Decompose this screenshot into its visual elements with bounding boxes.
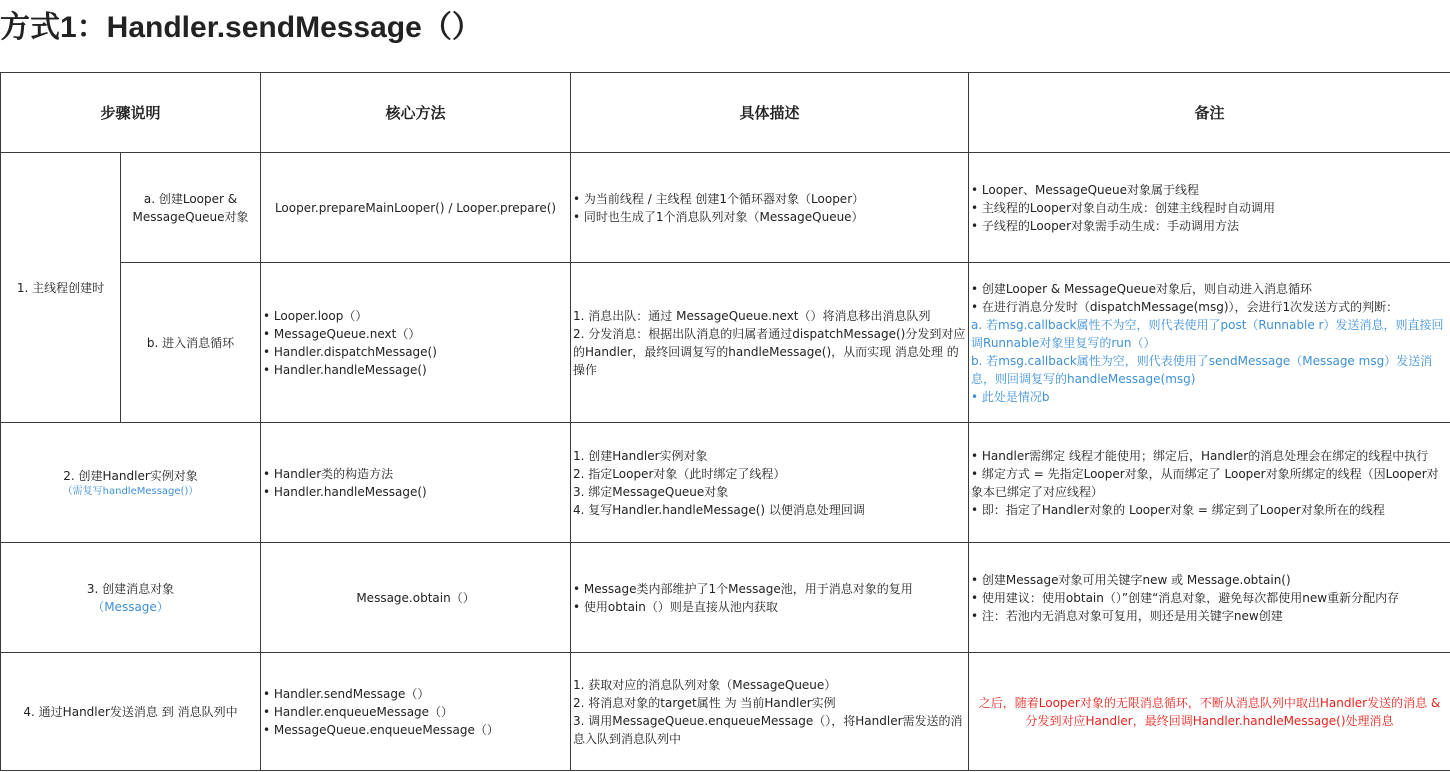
desc-4-line: 1. 获取对应的消息队列对象（MessageQueue） <box>573 677 837 692</box>
header-notes: 备注 <box>969 73 1450 153</box>
step-3-cell <box>1 543 261 653</box>
table-row <box>1 653 1450 771</box>
notes-2-line: • 即：指定了Handler对象的 Looper对象 = 绑定到了Looper对象所在的线程 <box>971 502 1385 517</box>
page-title: 方式1：Handler.sendMessage（） <box>0 11 482 44</box>
notes-2-cell <box>969 423 1450 543</box>
notes-1b-case-b: b. 若msg.callback属性为空，则代表使用了sendMessage（Message msg）发送消息，则回调复写的handleMessage(msg) <box>971 353 1433 386</box>
table-header-row <box>1 73 1450 153</box>
notes-1b-case-a: a. 若msg.callback属性不为空，则代表使用了post（Runnable r）发送消息，则直接回调Runnable对象里复写的run（） <box>971 317 1444 350</box>
table-row <box>1 263 1450 423</box>
method-2-line: • Handler.handleMessage() <box>263 484 427 499</box>
method-1b-line: • Handler.handleMessage() <box>263 362 427 377</box>
desc-3-line: • Message类内部维护了1个Message池，用于消息对象的复用 <box>573 581 913 596</box>
notes-3-cell <box>969 543 1450 653</box>
table-row <box>1 543 1450 653</box>
desc-1a-line: • 同时也生成了1个消息队列对象（MessageQueue） <box>573 209 864 224</box>
step-1-label: 1. 主线程创建时 <box>16 280 105 295</box>
notes-1b-current-case: • 此处是情况b <box>971 389 1050 404</box>
desc-2-cell <box>571 423 969 543</box>
table-row <box>1 423 1450 543</box>
method-3: Message.obtain（） <box>356 590 475 605</box>
method-1b-line: • Looper.loop（） <box>263 308 368 323</box>
notes-2-line: • Handler需绑定 线程才能使用；绑定后，Handler的消息处理会在绑定的线程中执行 <box>971 448 1429 463</box>
step-2-note: （需复写handleMessage()） <box>62 485 199 497</box>
method-4-line: • Handler.sendMessage（） <box>263 686 430 701</box>
method-2-cell <box>261 423 571 543</box>
desc-2-line: 3. 绑定MessageQueue对象 <box>573 484 729 499</box>
desc-4-line: 2. 将消息对象的target属性 为 当前Handler实例 <box>573 695 836 710</box>
notes-1a-line: • Looper、MessageQueue对象属于线程 <box>971 182 1200 197</box>
notes-3-line: • 创建Message对象可用关键字new 或 Message.obtain() <box>971 572 1291 587</box>
desc-2-line: 4. 复写Handler.handleMessage() 以便消息处理回调 <box>573 502 865 517</box>
desc-4-line: 3. 调用MessageQueue.enqueueMessage（），将Handler需发送的消息入队到消息队列中 <box>573 713 963 746</box>
method-1b-line: • MessageQueue.next（） <box>263 326 421 341</box>
notes-4-red: 之后，随着Looper对象的无限消息循环，不断从消息队列中取出Handler发送的消息 & 分发到对应Handler，最终回调Handler.handleMessage()处理消息 <box>978 695 1441 728</box>
desc-1b-line: 1. 消息出队：通过 MessageQueue.next（）将消息移出消息队列 <box>573 308 931 323</box>
table-row <box>1 153 1450 263</box>
handler-steps-table <box>0 72 1450 771</box>
step-4-label: 4. 通过Handler发送消息 到 消息队列中 <box>23 704 238 719</box>
notes-1a-cell <box>969 153 1450 263</box>
notes-3-line: • 使用建议：使用obtain（）”创建“消息对象，避免每次都使用new重新分配内存 <box>971 590 1400 605</box>
desc-3-line: • 使用obtain（）则是直接从池内获取 <box>573 599 778 614</box>
step-2-cell <box>1 423 261 543</box>
notes-1a-line: • 子线程的Looper对象需手动生成：手动调用方法 <box>971 218 1240 233</box>
header-desc: 具体描述 <box>571 73 969 153</box>
step-1-cell <box>1 153 121 423</box>
method-4-line: • Handler.enqueueMessage（） <box>263 704 454 719</box>
method-1b-cell <box>261 263 571 423</box>
desc-2-line: 1. 创建Handler实例对象 <box>573 448 708 463</box>
header-method: 核心方法 <box>261 73 571 153</box>
desc-2-line: 2. 指定Looper对象（此时绑定了线程） <box>573 466 786 481</box>
header-steps: 步骤说明 <box>1 73 261 153</box>
desc-3-cell <box>571 543 969 653</box>
step-4-cell <box>1 653 261 771</box>
method-3-cell <box>261 543 571 653</box>
substep-a-cell <box>121 153 261 263</box>
notes-3-line: • 注：若池内无消息对象可复用，则还是用关键字new创建 <box>971 608 1283 623</box>
desc-1b-line: 2. 分发消息：根据出队消息的归属者通过dispatchMessage()分发到对应的Handler，最终回调复写的handleMessage()，从而实现 消息处理 的操作 <box>573 326 966 377</box>
substep-b-label: b. 进入消息循环 <box>146 335 235 350</box>
substep-a-label: a. 创建Looper & MessageQueue对象 <box>132 191 249 224</box>
method-2-line: • Handler类的构造方法 <box>263 466 394 481</box>
step-3-label: 3. 创建消息对象 <box>86 581 175 596</box>
notes-2-line: • 绑定方式 = 先指定Looper对象，从而绑定了 Looper对象所绑定的线程（因Looper对象本已绑定了对应线程） <box>971 466 1439 499</box>
desc-4-cell <box>571 653 969 771</box>
notes-4-cell <box>969 653 1450 771</box>
desc-1a-cell <box>571 153 969 263</box>
method-4-cell <box>261 653 571 771</box>
desc-1b-cell <box>571 263 969 423</box>
notes-1b-line: • 创建Looper & MessageQueue对象后，则自动进入消息循环 <box>971 281 1313 296</box>
desc-1a-line: • 为当前线程 / 主线程 创建1个循环器对象（Looper） <box>573 191 865 206</box>
method-1b-line: • Handler.dispatchMessage() <box>263 344 437 359</box>
step-2-label: 2. 创建Handler实例对象 <box>63 468 198 483</box>
notes-1b-line: • 在进行消息分发时（dispatchMessage(msg)），会进行1次发送方式的判断： <box>971 299 1399 314</box>
method-1a-cell <box>261 153 571 263</box>
method-1a: Looper.prepareMainLooper() / Looper.prepare() <box>274 200 557 215</box>
substep-b-cell <box>121 263 261 423</box>
notes-1b-cell <box>969 263 1450 423</box>
step-3-note: （Message） <box>92 599 169 614</box>
notes-1a-line: • 主线程的Looper对象自动生成：创建主线程时自动调用 <box>971 200 1276 215</box>
method-4-line: • MessageQueue.enqueueMessage（） <box>263 722 499 737</box>
